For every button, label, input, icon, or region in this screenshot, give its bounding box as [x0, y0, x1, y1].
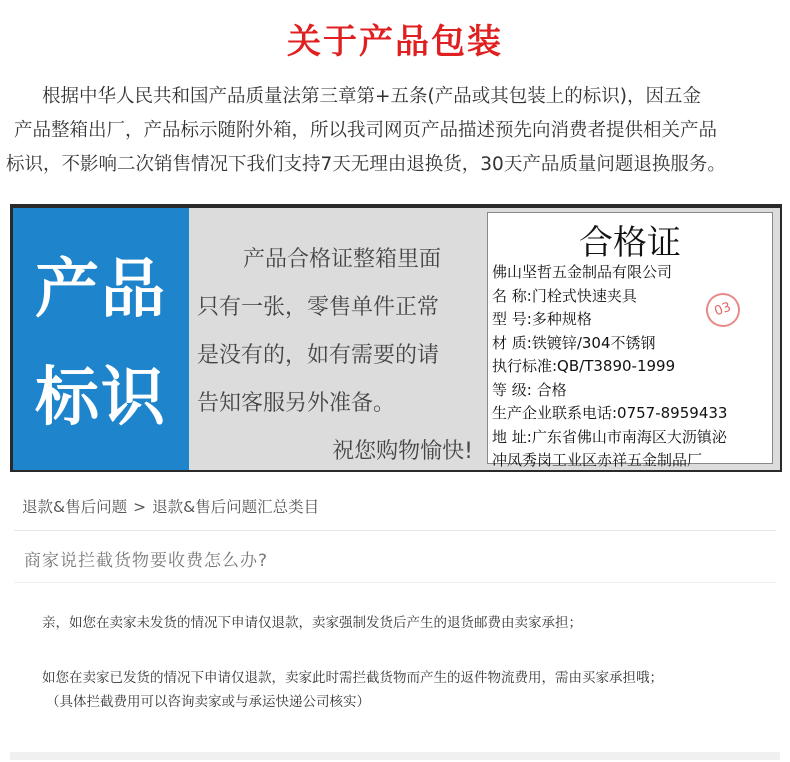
divider: [14, 582, 776, 583]
big-word: 产品: [35, 253, 167, 327]
breadcrumb: [22, 495, 319, 517]
certificate-line: 佛山坚哲五金制品有限公司: [492, 263, 673, 281]
faq-answer-note: （具体拦截费用可以咨询卖家或与承运快递公司核实）: [46, 694, 370, 710]
footer-bar: [10, 752, 780, 760]
note-panel: [189, 208, 479, 470]
intro-line: 标识，不影响二次销售情况下我们支持7天无理由退换货，30天产品质量问题退换服务。: [6, 154, 726, 175]
breadcrumb-current[interactable]: 退款&售后问题汇总类目: [152, 498, 320, 516]
note-line: 只有一张，零售单件正常: [197, 295, 440, 320]
divider: [14, 530, 776, 531]
certificate-title: 合格证: [579, 223, 681, 263]
faq-question: 商家说拦截货物要收费怎么办?: [24, 551, 269, 571]
breadcrumb-separator-icon: >: [133, 498, 147, 516]
note-line: 产品合格证整箱里面: [243, 247, 442, 272]
product-label-heading-panel: [13, 208, 189, 470]
inspection-seal-icon: 03: [701, 288, 745, 332]
certificate-card: [487, 212, 773, 469]
note-line: 祝您购物愉快!: [332, 439, 473, 464]
certificate-panel: [479, 208, 780, 470]
faq-answer: 如您在卖家已发货的情况下申请仅退款，卖家此时需拦截货物而产生的返件物流费用，需由买家承担哦；: [42, 670, 663, 686]
certificate-line: 地 址:广东省佛山市南海区大沥镇泌: [492, 427, 727, 446]
certificate-line: 型 号:多种规格: [492, 310, 592, 328]
page-title: 关于产品包装: [287, 22, 503, 62]
certificate-line: 名 称:门栓式快速夹具: [492, 286, 637, 305]
certificate-line: 执行标准:QB/T3890-1999: [492, 357, 676, 375]
note-line: 是没有的，如有需要的请: [197, 343, 440, 368]
breadcrumb-link-refund[interactable]: 退款&售后问题: [22, 498, 128, 516]
faq-answer: 亲，如您在卖家未发货的情况下申请仅退款，卖家强制发货后产生的退货邮费由卖家承担；: [42, 615, 582, 631]
intro-line: 产品整箱出厂，产品标示随附外箱，所以我司网页产品描述预先向消费者提供相关产品: [14, 120, 718, 141]
certificate-line: 材 质:铁镀锌/304不锈钢: [492, 333, 656, 352]
certificate-line: 冲凤秀岗工业区赤祥五金制品厂: [492, 451, 703, 469]
big-word: 标识: [35, 361, 167, 435]
intro-paragraph: [6, 80, 786, 182]
note-text: [197, 236, 473, 476]
note-line: 告知客服另外准备。: [197, 391, 396, 416]
certificate-line: 生产企业联系电话:0757-8959433: [492, 404, 728, 422]
intro-line: 根据中华人民共和国产品质量法第三章第+五条(产品或其包装上的标识)，因五金: [42, 86, 701, 107]
certificate-details: [492, 261, 727, 473]
certificate-line: 等 级: 合格: [492, 380, 567, 399]
